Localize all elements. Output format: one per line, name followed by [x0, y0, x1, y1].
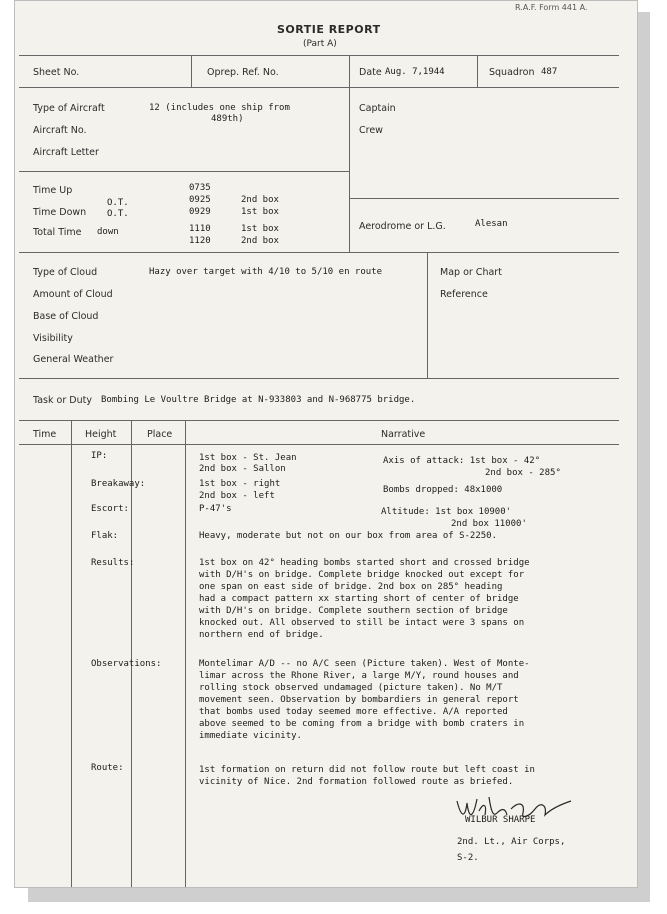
- time-value: 1120: [189, 236, 211, 246]
- aerodrome-value: Alesan: [475, 219, 508, 229]
- oprep-label: Oprep. Ref. No.: [207, 67, 279, 78]
- signature-rank: 2nd. Lt., Air Corps,: [457, 837, 566, 847]
- ip-line: 1st box - St. Jean: [199, 453, 297, 463]
- aerodrome-label: Aerodrome or L.G.: [359, 221, 446, 232]
- time-box: 2nd box: [241, 236, 279, 246]
- general-weather-label: General Weather: [33, 354, 114, 365]
- total-time-label: Total Time: [33, 227, 82, 238]
- breakaway-line: 1st box - right: [199, 479, 281, 489]
- rule: [19, 55, 619, 56]
- aircraft-letter-label: Aircraft Letter: [33, 147, 99, 158]
- results-label: Results:: [91, 558, 135, 568]
- rule: [19, 252, 619, 253]
- results-line: knocked out. All observed to still be intact were 3 spans on: [199, 618, 525, 628]
- rule: [349, 198, 619, 199]
- axis-line: Axis of attack: 1st box - 42°: [383, 456, 541, 466]
- results-line: northern end of bridge.: [199, 630, 324, 640]
- captain-label: Captain: [359, 103, 396, 114]
- rule: [191, 55, 192, 87]
- route-line: vicinity of Nice. 2nd formation followed route as briefed.: [199, 777, 514, 787]
- signature-name: WILBUR SHARPE: [465, 815, 536, 825]
- aircraft-type-label: Type of Aircraft: [33, 103, 105, 114]
- route-line: 1st formation on return did not follow route but left coast in: [199, 765, 535, 775]
- route-label: Route:: [91, 763, 124, 773]
- date-label: Date: [359, 67, 382, 78]
- signature-office: S-2.: [457, 853, 479, 863]
- time-box: 1st box: [241, 207, 279, 217]
- aircraft-type-value-2: 489th): [211, 114, 244, 124]
- axis-line: 2nd box - 285°: [485, 468, 561, 478]
- rule: [71, 420, 72, 888]
- observations-line: Montelimar A/D -- no A/C seen (Picture taken). West of Monte-: [199, 659, 530, 669]
- observations-label: Observations:: [91, 659, 162, 669]
- ip-line: 2nd box - Sallon: [199, 464, 286, 474]
- breakaway-label: Breakaway:: [91, 479, 146, 489]
- cloud-base-label: Base of Cloud: [33, 311, 99, 322]
- down-word: down: [97, 227, 119, 237]
- observations-line: immediate vicinity.: [199, 731, 302, 741]
- breakaway-line: 2nd box - left: [199, 491, 275, 501]
- time-box: 1st box: [241, 224, 279, 234]
- flak-label: Flak:: [91, 531, 119, 541]
- results-line: 1st box on 42° heading bombs started short and crossed bridge: [199, 558, 530, 568]
- rule: [19, 378, 619, 379]
- bombs-dropped: Bombs dropped: 48x1000: [383, 485, 503, 495]
- col-place-header: Place: [147, 429, 173, 440]
- rule: [185, 420, 186, 888]
- reference-label: Reference: [440, 289, 488, 300]
- observations-line: movement seen. Observation by bombardiers in general report: [199, 695, 519, 705]
- observations-line: above seemed to be coming from a bridge with bomb craters in: [199, 719, 525, 729]
- cloud-amount-label: Amount of Cloud: [33, 289, 113, 300]
- form-title: SORTIE REPORT: [277, 23, 381, 36]
- results-line: one span on east side of bridge. 2nd box on 285° heading: [199, 582, 503, 592]
- rule: [19, 171, 349, 172]
- ot-2: O.T.: [107, 209, 129, 219]
- altitude-line: Altitude: 1st box 10900': [381, 507, 512, 517]
- rule: [477, 55, 478, 87]
- results-line: with D/H's on bridge. Complete bridge knocked out except for: [199, 570, 525, 580]
- col-time-header: Time: [33, 429, 57, 440]
- escort-value: P-47's: [199, 504, 232, 514]
- altitude-line: 2nd box 11000': [451, 519, 527, 529]
- crew-label: Crew: [359, 125, 383, 136]
- col-narrative-header: Narrative: [381, 429, 426, 440]
- escort-label: Escort:: [91, 504, 129, 514]
- rule: [349, 55, 350, 252]
- task-value: Bombing Le Voultre Bridge at N-933803 and N-968775 bridge.: [101, 395, 416, 405]
- rule: [19, 87, 619, 88]
- ot-1: O.T.: [107, 198, 129, 208]
- col-height-header: Height: [85, 429, 117, 440]
- sortie-report-form: [14, 0, 638, 888]
- rule: [427, 252, 428, 378]
- observations-line: rolling stock observed undamaged (picture taken). No M/T: [199, 683, 503, 693]
- results-line: with D/H's on bridge. Complete southern section of bridge: [199, 606, 508, 616]
- cloud-type-value: Hazy over target with 4/10 to 5/10 en route: [149, 267, 382, 277]
- squadron-value: 487: [541, 67, 558, 77]
- time-value: 0929: [189, 207, 211, 217]
- time-down-label: Time Down: [33, 207, 87, 218]
- squadron-label: Squadron: [489, 67, 535, 78]
- rule: [131, 420, 132, 888]
- time-value: 1110: [189, 224, 211, 234]
- aircraft-type-value: 12 (includes one ship from: [149, 103, 290, 113]
- results-line: had a compact pattern xx starting short of center of bridge: [199, 594, 519, 604]
- rule: [19, 444, 619, 445]
- cloud-type-label: Type of Cloud: [33, 267, 98, 278]
- form-number: R.A.F. Form 441 A.: [515, 3, 588, 12]
- date-value: Aug. 7,1944: [385, 67, 445, 77]
- observations-line: limar across the Rhone River, a large M/Y, round houses and: [199, 671, 519, 681]
- rule: [19, 420, 619, 421]
- map-chart-label: Map or Chart: [440, 267, 502, 278]
- flak-value: Heavy, moderate but not on our box from area of S-2250.: [199, 531, 498, 541]
- observations-line: that bombs used today seemed more effective. A/A reported: [199, 707, 508, 717]
- form-subtitle: (Part A): [303, 39, 337, 49]
- task-label: Task or Duty: [33, 395, 92, 406]
- time-box: 2nd box: [241, 195, 279, 205]
- visibility-label: Visibility: [33, 333, 73, 344]
- ip-label: IP:: [91, 451, 108, 461]
- sheet-no-label: Sheet No.: [33, 67, 80, 78]
- aircraft-no-label: Aircraft No.: [33, 125, 87, 136]
- time-value: 0735: [189, 183, 211, 193]
- time-value: 0925: [189, 195, 211, 205]
- time-up-label: Time Up: [33, 185, 73, 196]
